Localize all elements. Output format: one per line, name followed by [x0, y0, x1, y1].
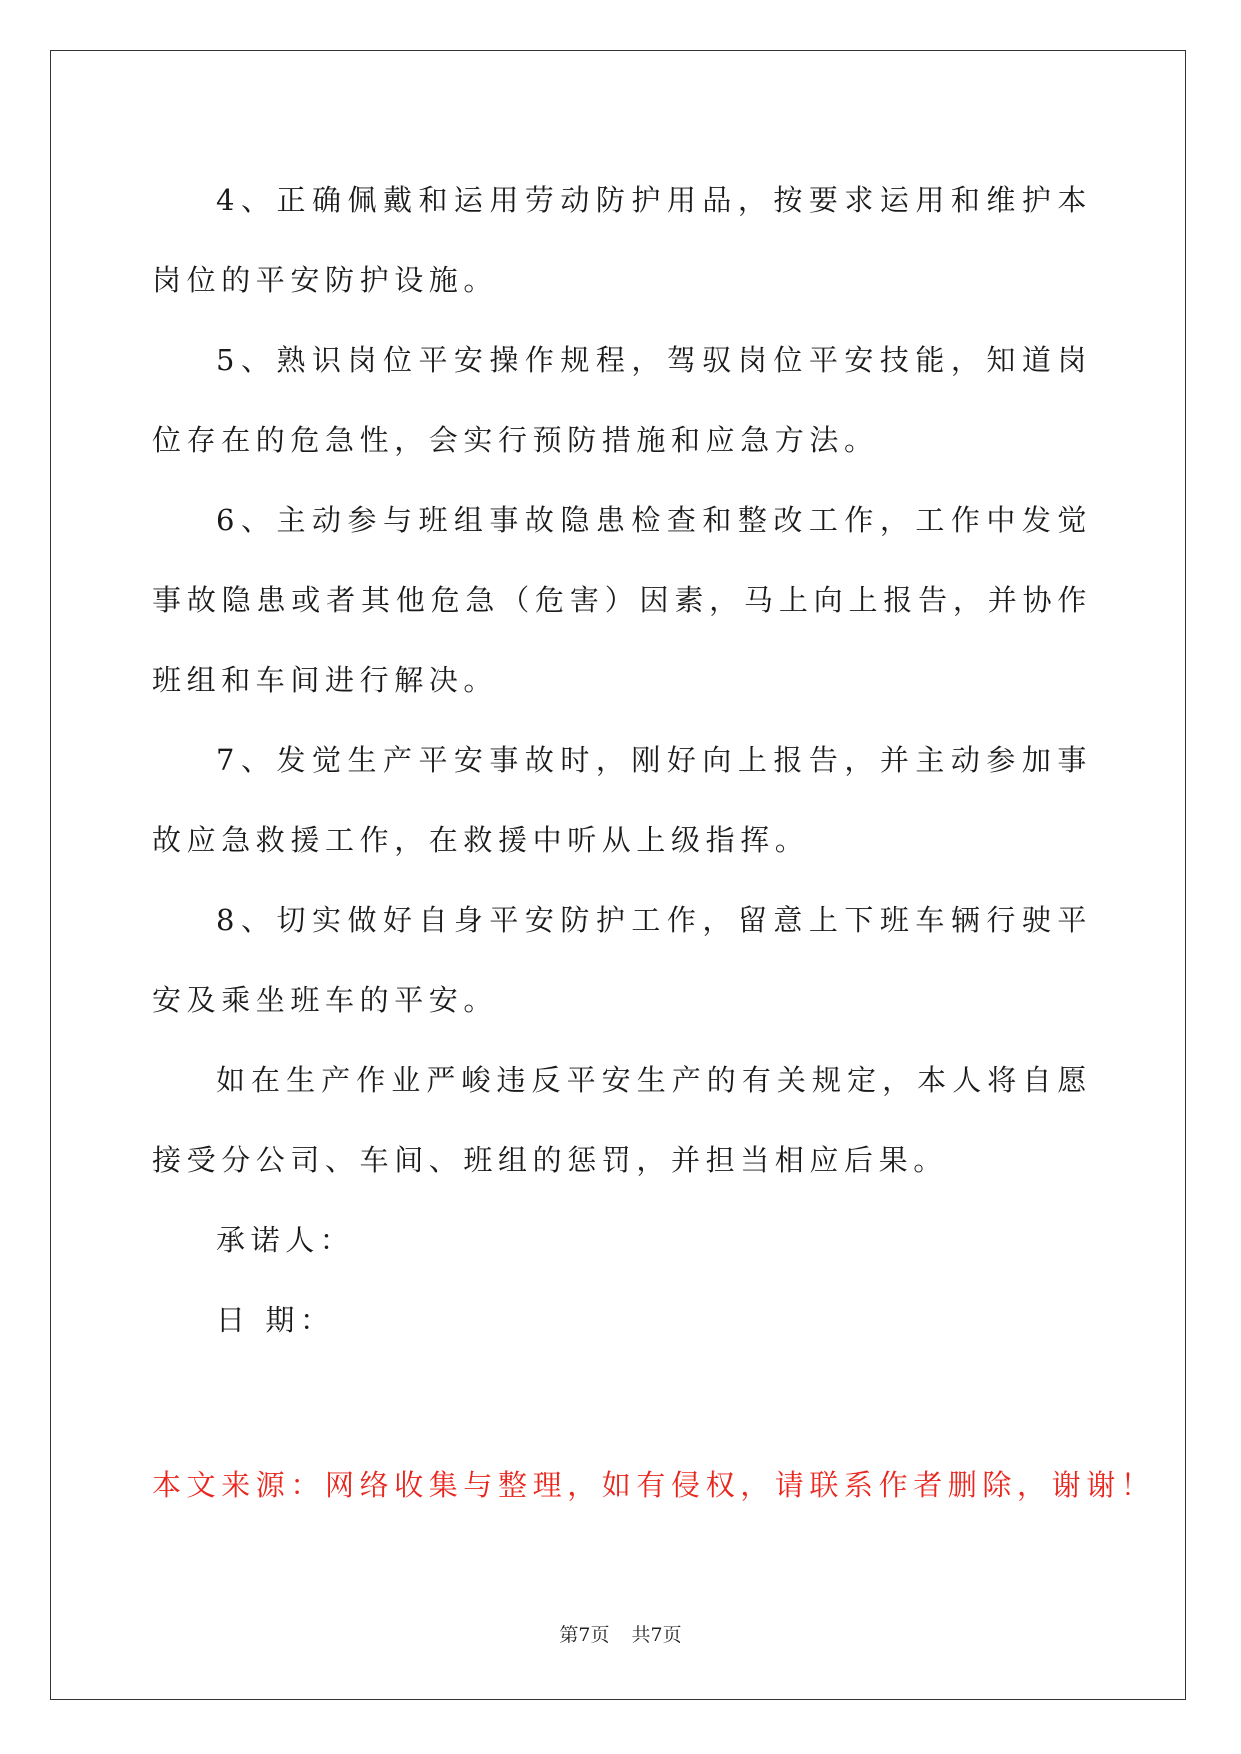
paragraph-item-7: 7、发觉生产平安事故时，刚好向上报告，并主动参加事故应急救援工作，在救援中听从上级指挥。	[152, 743, 1092, 857]
page-number-total: 共7页	[631, 1624, 682, 1646]
paragraph-item-8: 8、切实做好自身平安防护工作，留意上下班车辆行驶平安及乘坐班车的平安。	[152, 903, 1092, 1017]
source-note: 本文来源：网络收集与整理，如有侵权，请联系作者删除，谢谢！	[152, 1468, 1156, 1502]
promisor-label: 承诺人：	[216, 1223, 355, 1257]
page-number-current: 第7页	[559, 1624, 610, 1646]
paragraph-item-6: 6、主动参与班组事故隐患检查和整改工作，工作中发觉事故隐患或者其他危急（危害）因素，马上向上报告，并协作班组和车间进行解决。	[152, 503, 1092, 697]
page-footer	[0, 1620, 1241, 1647]
document-body	[152, 160, 1092, 1360]
paragraph-item-5: 5、熟识岗位平安操作规程，驾驭岗位平安技能，知道岗位存在的危急性，会实行预防措施和应急方法。	[152, 343, 1092, 457]
paragraph-penalty-clause: 如在生产作业严峻违反平安生产的有关规定，本人将自愿接受分公司、车间、班组的惩罚，并担当相应后果。	[152, 1063, 1092, 1177]
paragraph-item-4: 4、正确佩戴和运用劳动防护用品，按要求运用和维护本岗位的平安防护设施。	[152, 183, 1092, 297]
date-label: 日 期：	[216, 1303, 335, 1337]
